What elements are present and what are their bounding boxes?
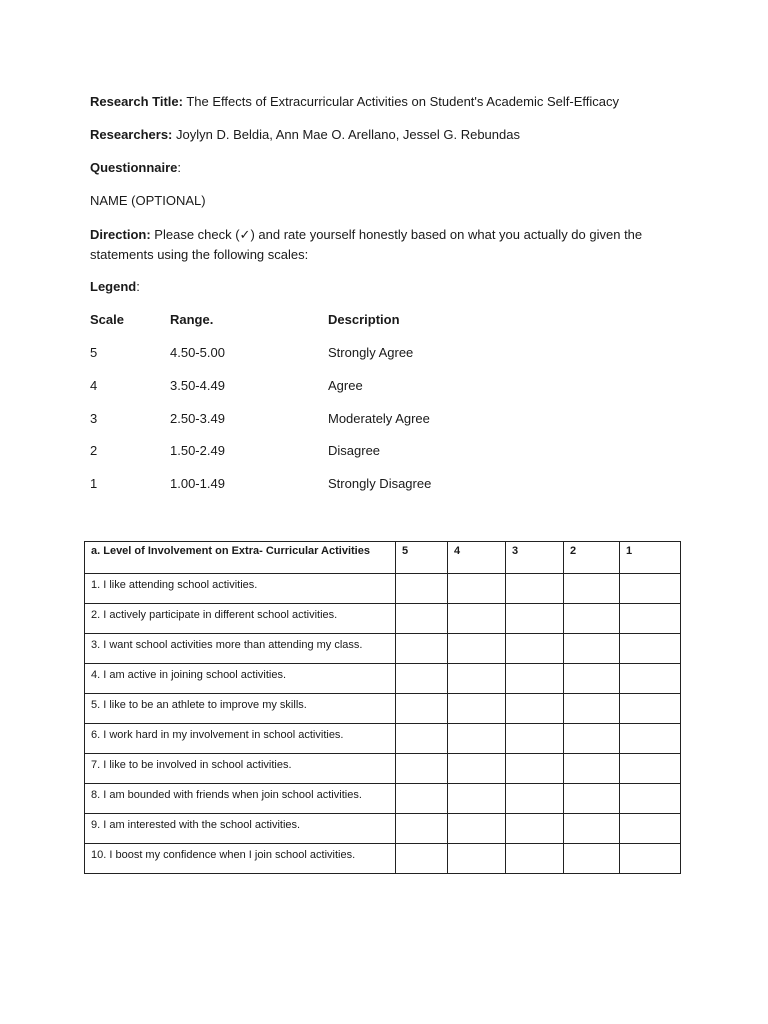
- rating-cell-5[interactable]: [396, 844, 448, 874]
- rating-cell-3[interactable]: [506, 604, 564, 634]
- research-title-text: The Effects of Extracurricular Activities on Student's Academic Self-Efficacy: [186, 94, 619, 109]
- table-header-statement: a. Level of Involvement on Extra- Curricular Activities: [85, 542, 396, 574]
- researchers-label: Researchers:: [90, 127, 173, 142]
- legend-range: 3.50-4.49: [170, 378, 225, 393]
- legend-scale: 3: [90, 411, 98, 426]
- table-row: [85, 664, 681, 694]
- statement-cell: 3. I want school activities more than attending my class.: [85, 634, 396, 664]
- table-row: [85, 814, 681, 844]
- legend-row: [90, 411, 650, 427]
- legend-row: [90, 476, 650, 492]
- rating-cell-3[interactable]: [506, 634, 564, 664]
- table-header-scale-2: 2: [564, 542, 620, 574]
- legend-range: 4.50-5.00: [170, 345, 225, 360]
- legend-header-row: [90, 312, 650, 328]
- rating-cell-5[interactable]: [396, 754, 448, 784]
- table-header-scale-5: 5: [396, 542, 448, 574]
- table-row: [85, 724, 681, 754]
- rating-cell-1[interactable]: [620, 724, 681, 754]
- legend-heading: [90, 279, 140, 295]
- rating-cell-2[interactable]: [564, 694, 620, 724]
- legend-row: [90, 345, 650, 361]
- rating-cell-4[interactable]: [448, 784, 506, 814]
- legend-scale: 4: [90, 378, 98, 393]
- rating-cell-2[interactable]: [564, 664, 620, 694]
- legend-colon: :: [136, 279, 140, 294]
- statement-cell: 2. I actively participate in different school activities.: [85, 604, 396, 634]
- legend-scale: 1: [90, 476, 98, 491]
- research-title-label: Research Title:: [90, 94, 183, 109]
- statement-cell: 8. I am bounded with friends when join school activities.: [85, 784, 396, 814]
- statement-cell: 7. I like to be involved in school activities.: [85, 754, 396, 784]
- table-row: [85, 634, 681, 664]
- legend-header-scale: Scale: [90, 312, 124, 327]
- rating-cell-4[interactable]: [448, 604, 506, 634]
- rating-cell-4[interactable]: [448, 574, 506, 604]
- legend-description: Moderately Agree: [328, 411, 430, 426]
- research-title-line: [90, 94, 619, 110]
- rating-cell-2[interactable]: [564, 634, 620, 664]
- legend-header-description: Description: [328, 312, 400, 327]
- legend-scale: 5: [90, 345, 98, 360]
- rating-cell-1[interactable]: [620, 754, 681, 784]
- rating-cell-5[interactable]: [396, 574, 448, 604]
- rating-cell-1[interactable]: [620, 814, 681, 844]
- legend-range: 2.50-3.49: [170, 411, 225, 426]
- legend-row: [90, 378, 650, 394]
- table-row: [85, 784, 681, 814]
- legend-description: Agree: [328, 378, 363, 393]
- rating-cell-4[interactable]: [448, 634, 506, 664]
- rating-cell-3[interactable]: [506, 784, 564, 814]
- rating-cell-5[interactable]: [396, 784, 448, 814]
- table-header-scale-1: 1: [620, 542, 681, 574]
- rating-cell-1[interactable]: [620, 844, 681, 874]
- legend-header-range: Range.: [170, 312, 214, 327]
- legend-description: Strongly Agree: [328, 345, 414, 360]
- rating-cell-4[interactable]: [448, 724, 506, 754]
- legend-label: Legend: [90, 279, 137, 294]
- rating-cell-2[interactable]: [564, 844, 620, 874]
- rating-cell-4[interactable]: [448, 844, 506, 874]
- rating-cell-3[interactable]: [506, 844, 564, 874]
- rating-cell-4[interactable]: [448, 814, 506, 844]
- rating-cell-2[interactable]: [564, 754, 620, 784]
- rating-cell-3[interactable]: [506, 574, 564, 604]
- statement-cell: 10. I boost my confidence when I join school activities.: [85, 844, 396, 874]
- questionnaire-heading: [90, 160, 181, 176]
- name-optional-line: NAME (OPTIONAL): [90, 193, 206, 208]
- rating-cell-3[interactable]: [506, 814, 564, 844]
- questionnaire-colon: :: [177, 160, 182, 175]
- rating-cell-1[interactable]: [620, 634, 681, 664]
- table-header-scale-4: 4: [448, 542, 506, 574]
- legend-description: Strongly Disagree: [328, 476, 432, 491]
- researchers-line: [90, 127, 520, 143]
- statement-cell: 5. I like to be an athlete to improve my skills.: [85, 694, 396, 724]
- table-row: [85, 844, 681, 874]
- rating-cell-5[interactable]: [396, 634, 448, 664]
- direction-label: Direction:: [90, 227, 151, 242]
- table-header-row: [85, 542, 681, 574]
- rating-cell-2[interactable]: [564, 604, 620, 634]
- rating-cell-3[interactable]: [506, 664, 564, 694]
- rating-cell-5[interactable]: [396, 724, 448, 754]
- rating-cell-2[interactable]: [564, 784, 620, 814]
- statement-cell: 1. I like attending school activities.: [85, 574, 396, 604]
- rating-cell-1[interactable]: [620, 784, 681, 814]
- legend-range: 1.00-1.49: [170, 476, 225, 491]
- statement-cell: 9. I am interested with the school activities.: [85, 814, 396, 844]
- rating-cell-1[interactable]: [620, 574, 681, 604]
- table-row: [85, 694, 681, 724]
- questionnaire-label: Questionnaire: [90, 160, 178, 175]
- rating-cell-1[interactable]: [620, 664, 681, 694]
- rating-cell-2[interactable]: [564, 814, 620, 844]
- rating-cell-4[interactable]: [448, 694, 506, 724]
- rating-cell-1[interactable]: [620, 604, 681, 634]
- table-row: [85, 754, 681, 784]
- researchers-text: Joylyn D. Beldia, Ann Mae O. Arellano, Jessel G. Rebundas: [176, 127, 520, 142]
- rating-cell-4[interactable]: [448, 754, 506, 784]
- legend-range: 1.50-2.49: [170, 443, 225, 458]
- questionnaire-table: [84, 541, 681, 874]
- rating-cell-2[interactable]: [564, 574, 620, 604]
- rating-cell-4[interactable]: [448, 664, 506, 694]
- rating-cell-1[interactable]: [620, 694, 681, 724]
- legend-scale: 2: [90, 443, 98, 458]
- rating-cell-3[interactable]: [506, 754, 564, 784]
- statement-cell: 6. I work hard in my involvement in school activities.: [85, 724, 396, 754]
- rating-cell-5[interactable]: [396, 604, 448, 634]
- rating-cell-3[interactable]: [506, 694, 564, 724]
- direction-paragraph: [90, 225, 650, 265]
- rating-cell-5[interactable]: [396, 664, 448, 694]
- table-row: [85, 574, 681, 604]
- rating-cell-5[interactable]: [396, 694, 448, 724]
- statement-cell: 4. I am active in joining school activities.: [85, 664, 396, 694]
- direction-text: Please check (✓) and rate yourself honestly based on what you actually do given the statements using the following scales:: [90, 227, 643, 262]
- legend-row: [90, 443, 650, 459]
- rating-cell-3[interactable]: [506, 724, 564, 754]
- rating-cell-2[interactable]: [564, 724, 620, 754]
- table-row: [85, 604, 681, 634]
- rating-cell-5[interactable]: [396, 814, 448, 844]
- table-header-scale-3: 3: [506, 542, 564, 574]
- legend-description: Disagree: [328, 443, 381, 458]
